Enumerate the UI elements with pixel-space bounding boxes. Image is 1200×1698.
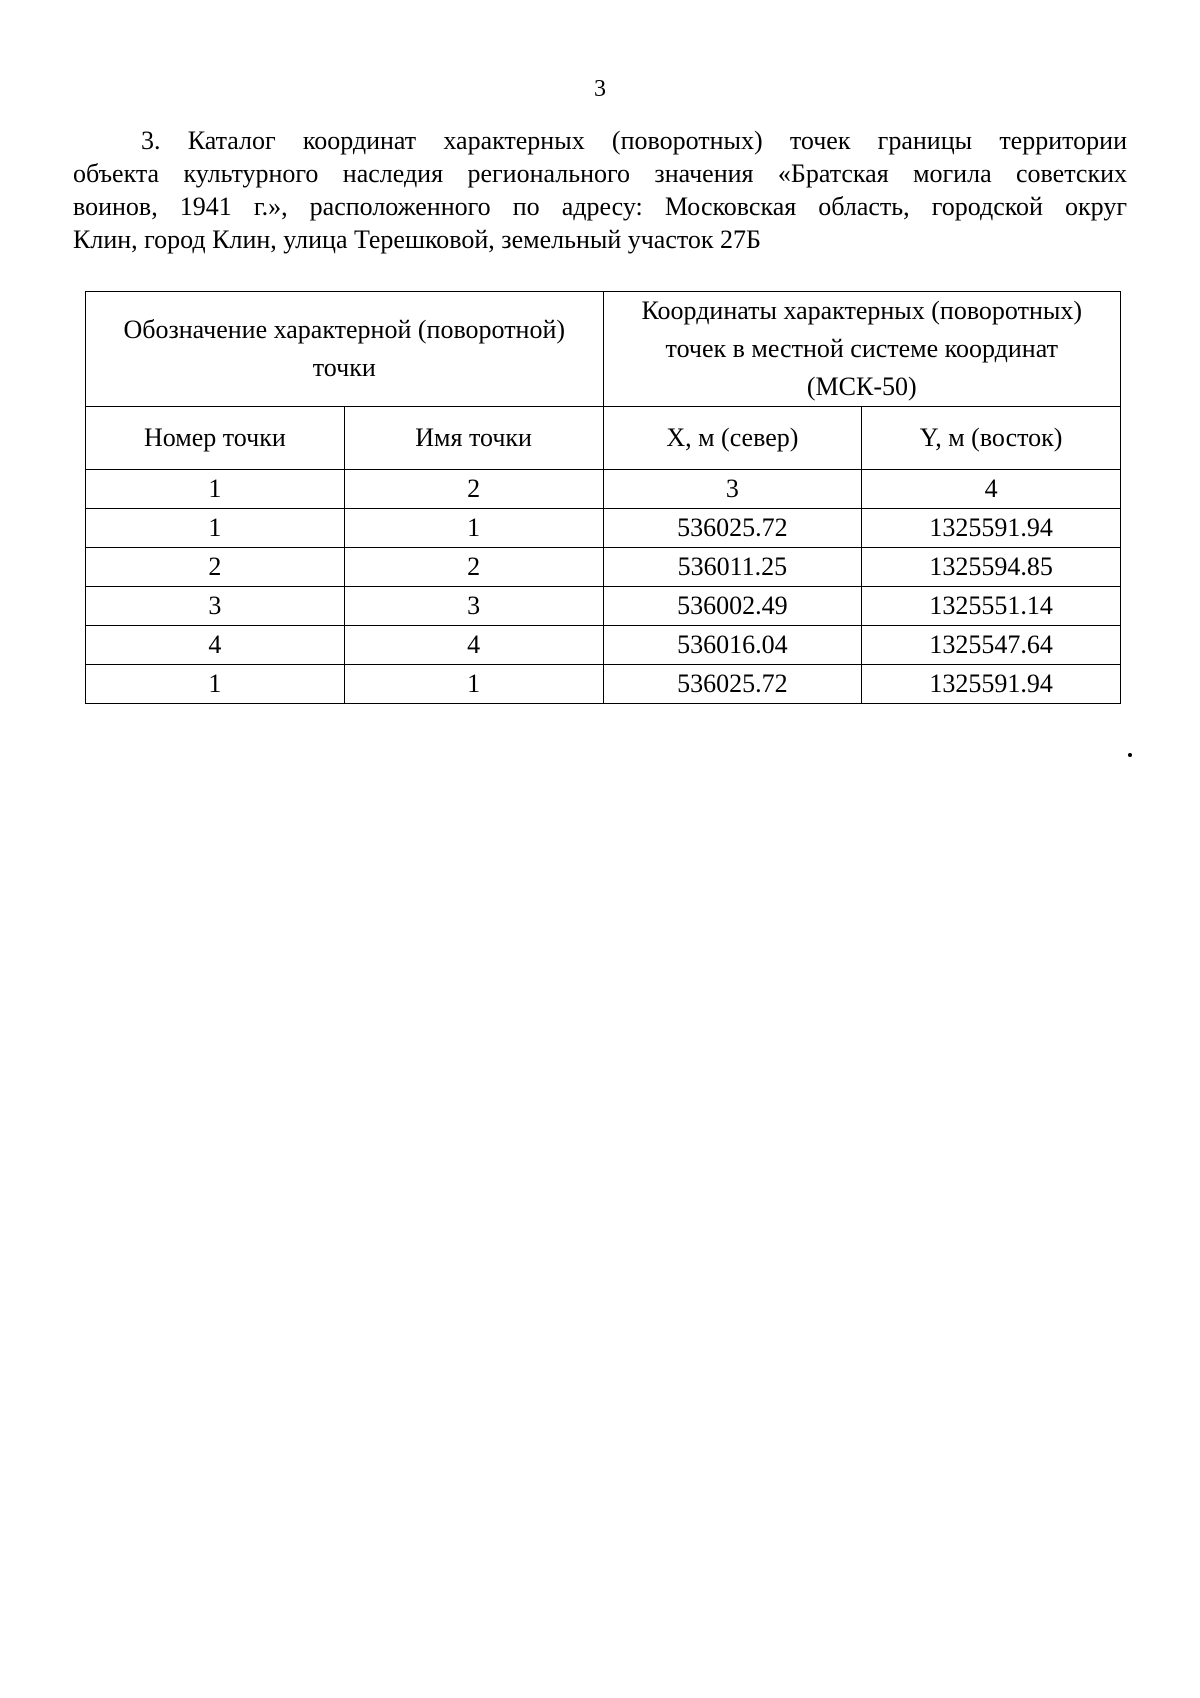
x-coordinate-cell: 536016.04 (603, 626, 862, 665)
coordinates-catalog-table (85, 291, 1121, 704)
table-row (86, 548, 1121, 587)
point-number-cell: 3 (86, 587, 345, 626)
column-header: Y, м (восток) (862, 407, 1121, 470)
y-coordinate-cell: 1325547.64 (862, 626, 1121, 665)
point-number-cell: 2 (86, 548, 345, 587)
intro-paragraph (73, 124, 1127, 256)
coordinates-group-header: Координаты характерных (поворотных) точек в местной системе координат (МСК-50) (603, 292, 1121, 407)
x-coordinate-cell: 536002.49 (603, 587, 862, 626)
page-number: 3 (594, 76, 606, 102)
x-coordinate-cell: 536011.25 (603, 548, 862, 587)
column-number: 4 (862, 470, 1121, 509)
point-name-cell: 4 (344, 626, 603, 665)
y-coordinate-cell: 1325594.85 (862, 548, 1121, 587)
y-coordinate-cell: 1325591.94 (862, 665, 1121, 704)
point-number-cell: 4 (86, 626, 345, 665)
column-number: 2 (344, 470, 603, 509)
y-coordinate-cell: 1325591.94 (862, 509, 1121, 548)
point-number-cell: 1 (86, 509, 345, 548)
column-header: Имя точки (344, 407, 603, 470)
x-coordinate-cell: 536025.72 (603, 665, 862, 704)
table-row (86, 587, 1121, 626)
intro-line: Клин, город Клин, улица Терешковой, земельный участок 27Б (73, 225, 761, 254)
point-name-cell: 1 (344, 665, 603, 704)
y-coordinate-cell: 1325551.14 (862, 587, 1121, 626)
intro-line: 3. Каталог координат характерных (поворотных) точек границы территории (141, 126, 1127, 155)
column-number: 1 (86, 470, 345, 509)
column-number-row (86, 470, 1121, 509)
group-header-row (86, 292, 1121, 407)
table-row (86, 665, 1121, 704)
x-coordinate-cell: 536025.72 (603, 509, 862, 548)
intro-line: воинов, 1941 г.», расположенного по адресу: Московская область, городской округ (73, 192, 1127, 221)
column-header: Номер точки (86, 407, 345, 470)
column-header: X, м (север) (603, 407, 862, 470)
point-name-cell: 2 (344, 548, 603, 587)
designation-group-header: Обозначение характерной (поворотной) точки (86, 292, 604, 407)
column-number: 3 (603, 470, 862, 509)
intro-line: объекта культурного наследия регионального значения «Братская могила советских (73, 159, 1127, 188)
table-row (86, 626, 1121, 665)
point-name-cell: 3 (344, 587, 603, 626)
point-number-cell: 1 (86, 665, 345, 704)
point-name-cell: 1 (344, 509, 603, 548)
column-header-row (86, 407, 1121, 470)
table-row (86, 509, 1121, 548)
trailing-period-mark (1128, 753, 1132, 757)
